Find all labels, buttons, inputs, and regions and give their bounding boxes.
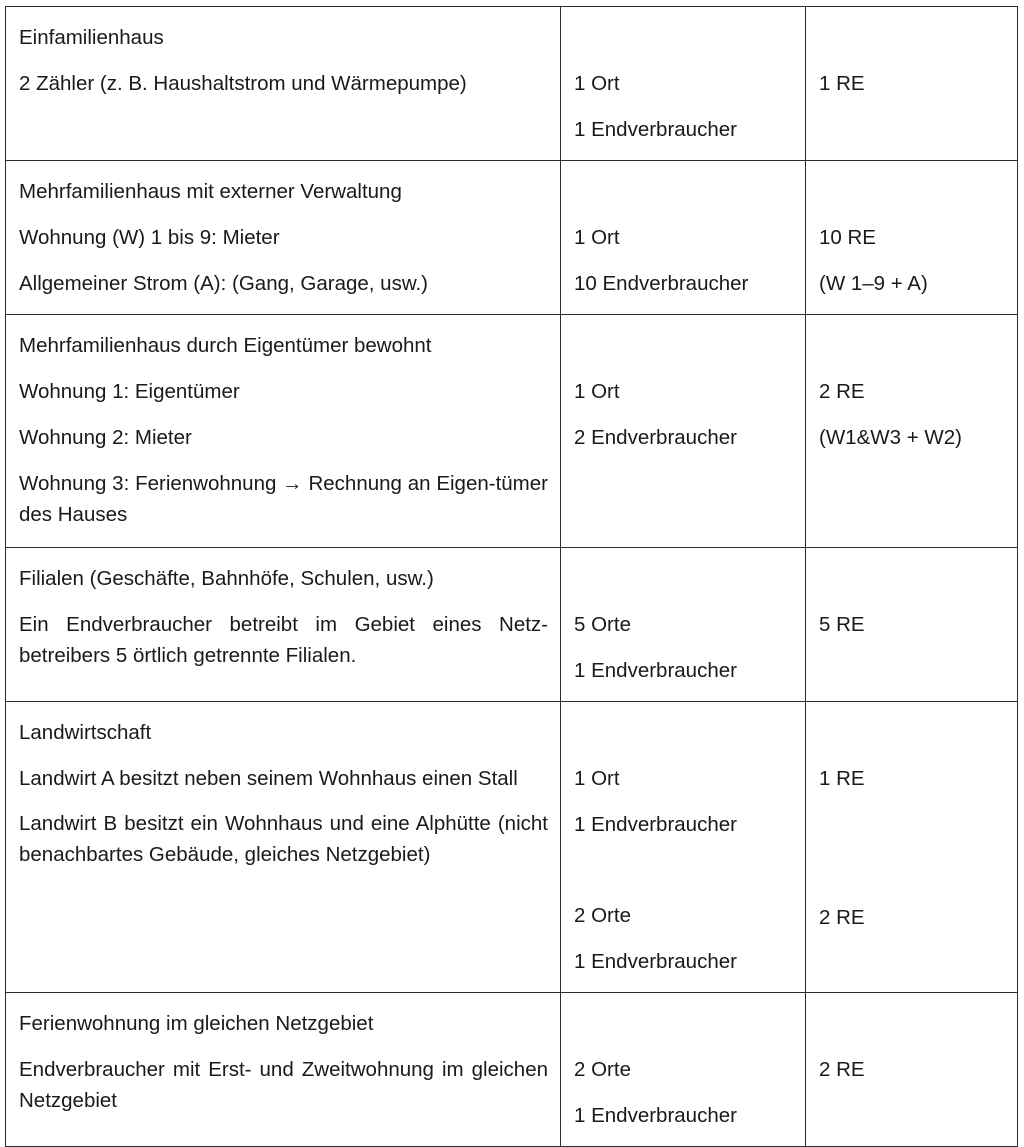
- locations-count: 1 Ort: [574, 226, 620, 249]
- billing-units-value: 10 RE: [819, 226, 876, 249]
- case-detail: 2 Zähler (z. B. Haushaltstrom und Wärmepumpe): [19, 72, 467, 95]
- case-detail: Wohnung 1: Eigentümer: [19, 380, 240, 403]
- locations-cell: [561, 548, 806, 702]
- billing-units-cell: [806, 7, 1018, 161]
- case-detail: Allgemeiner Strom (A): (Gang, Garage, usw.): [19, 272, 429, 295]
- billing-units-value: 2 RE: [819, 380, 865, 403]
- billing-units-cell: [806, 161, 1018, 315]
- table-row: [6, 161, 1018, 315]
- end-consumers-count: 2 Endverbraucher: [574, 426, 737, 449]
- case-detail: Landwirt B besitzt ein Wohnhaus und eine Alphütte (nicht benachbartes Gebäude, gleiches Netzgebiet): [19, 812, 548, 866]
- locations-count: 2 Orte: [574, 904, 631, 927]
- locations-cell: [561, 702, 806, 993]
- case-title: Filialen (Geschäfte, Bahnhöfe, Schulen, usw.): [19, 567, 434, 590]
- case-detail: Wohnung 3: Ferienwohnung → Rechnung an Eigen-tümer des Hauses: [19, 472, 548, 526]
- locations-cell: [561, 993, 806, 1147]
- case-detail: Endverbraucher mit Erst- und Zweitwohnung im gleichen Netzgebiet: [19, 1058, 548, 1112]
- case-title: Mehrfamilienhaus durch Eigentümer bewohnt: [19, 334, 432, 357]
- locations-count: 2 Orte: [574, 1058, 631, 1081]
- billing-units-formula: (W 1–9 + A): [819, 272, 928, 295]
- locations-cell: [561, 315, 806, 548]
- end-consumers-count: 1 Endverbraucher: [574, 118, 737, 141]
- end-consumers-count: 10 Endverbraucher: [574, 272, 749, 295]
- table-row: [6, 7, 1018, 161]
- case-description-cell: [6, 315, 561, 548]
- billing-units-cell: [806, 548, 1018, 702]
- billing-units-cell: [806, 702, 1018, 993]
- locations-count: 1 Ort: [574, 380, 620, 403]
- locations-cell: [561, 7, 806, 161]
- locations-cell: [561, 161, 806, 315]
- case-detail: Landwirt A besitzt neben seinem Wohnhaus einen Stall: [19, 767, 518, 790]
- billing-units-value: 2 RE: [819, 1058, 865, 1081]
- case-detail: Wohnung 2: Mieter: [19, 426, 192, 449]
- metering-table: [5, 6, 1018, 1147]
- case-description-cell: [6, 993, 561, 1147]
- case-description-cell: [6, 161, 561, 315]
- end-consumers-count: 1 Endverbraucher: [574, 659, 737, 682]
- table-row: [6, 548, 1018, 702]
- billing-units-formula: (W1&W3 + W2): [819, 426, 962, 449]
- table-row: [6, 702, 1018, 993]
- table-row: [6, 315, 1018, 548]
- locations-count: 5 Orte: [574, 613, 631, 636]
- billing-units-cell: [806, 315, 1018, 548]
- case-description-cell: [6, 548, 561, 702]
- case-description-cell: [6, 702, 561, 993]
- billing-units-value: 1 RE: [819, 767, 865, 790]
- case-title: Ferienwohnung im gleichen Netzgebiet: [19, 1012, 374, 1035]
- table-row: [6, 993, 1018, 1147]
- locations-count: 1 Ort: [574, 767, 620, 790]
- billing-units-value: 5 RE: [819, 613, 865, 636]
- case-detail: Wohnung (W) 1 bis 9: Mieter: [19, 226, 280, 249]
- locations-count: 1 Ort: [574, 72, 620, 95]
- case-title: Mehrfamilienhaus mit externer Verwaltung: [19, 180, 402, 203]
- case-title: Landwirtschaft: [19, 721, 152, 744]
- end-consumers-count: 1 Endverbraucher: [574, 950, 737, 973]
- billing-units-value: 2 RE: [819, 906, 865, 929]
- case-title: Einfamilienhaus: [19, 26, 164, 49]
- case-description-cell: [6, 7, 561, 161]
- case-detail: Ein Endverbraucher betreibt im Gebiet eines Netz-betreibers 5 örtlich getrennte Filialen.: [19, 613, 548, 667]
- billing-units-value: 1 RE: [819, 72, 865, 95]
- end-consumers-count: 1 Endverbraucher: [574, 813, 737, 836]
- end-consumers-count: 1 Endverbraucher: [574, 1104, 737, 1127]
- billing-units-cell: [806, 993, 1018, 1147]
